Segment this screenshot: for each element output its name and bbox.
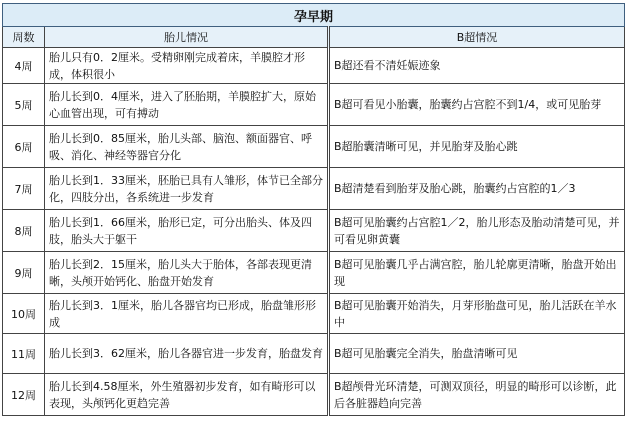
bscan-cell: B超颅骨光环清楚，可测双顶径，明显的畸形可以诊断，此后各脏器趋向完善 bbox=[329, 374, 625, 416]
table-row bbox=[3, 252, 625, 294]
bscan-cell: B超胎囊清晰可见，并见胎芽及胎心跳 bbox=[329, 126, 625, 168]
title-row bbox=[3, 4, 625, 27]
fetus-cell: 胎儿长到4.58厘米，外生殖器初步发育，如有畸形可以表现，头颅钙化更趋完善 bbox=[45, 374, 329, 416]
bscan-cell: B超还看不清妊娠迹象 bbox=[329, 48, 625, 84]
bscan-cell: B超可见胎囊几乎占满宫腔，胎儿轮廓更清晰，胎盘开始出现 bbox=[329, 252, 625, 294]
week-cell: 9周 bbox=[3, 252, 45, 294]
header-bscan: B超情况 bbox=[329, 27, 625, 48]
week-cell: 7周 bbox=[3, 168, 45, 210]
bscan-cell: B超清楚看到胎芽及胎心跳，胎囊约占宫腔的1／3 bbox=[329, 168, 625, 210]
bscan-cell: B超可见胎囊约占宫腔1／2，胎儿形态及胎动清楚可见，并可看见卵黄囊 bbox=[329, 210, 625, 252]
table-row bbox=[3, 84, 625, 126]
week-cell: 4周 bbox=[3, 48, 45, 84]
fetus-cell: 胎儿长到2．15厘米，胎儿头大于胎体，各部表现更清晰，头颅开始钙化、胎盘开始发育 bbox=[45, 252, 329, 294]
fetus-cell: 胎儿长到0．4厘米，进入了胚胎期，羊膜腔扩大，原始心血管出现，可有搏动 bbox=[45, 84, 329, 126]
bscan-cell: B超可见胎囊开始消失，月芽形胎盘可见，胎儿活跃在羊水中 bbox=[329, 294, 625, 334]
fetus-cell: 胎儿长到1．66厘米，胎形已定，可分出胎头、体及四肢，胎头大于躯干 bbox=[45, 210, 329, 252]
week-cell: 12周 bbox=[3, 374, 45, 416]
early-pregnancy-table bbox=[2, 3, 625, 416]
fetus-cell: 胎儿长到0．85厘米，胎儿头部、脑泡、额面器官、呼吸、消化、神经等器官分化 bbox=[45, 126, 329, 168]
header-week: 周数 bbox=[3, 27, 45, 48]
week-cell: 10周 bbox=[3, 294, 45, 334]
table-title: 孕早期 bbox=[3, 4, 625, 27]
fetus-cell: 胎儿长到3．62厘米，胎儿各器官进一步发育，胎盘发育 bbox=[45, 334, 329, 374]
fetus-cell: 胎儿长到3．1厘米，胎儿各器官均已形成，胎盘雏形形成 bbox=[45, 294, 329, 334]
week-cell: 11周 bbox=[3, 334, 45, 374]
table-row bbox=[3, 168, 625, 210]
header-row bbox=[3, 27, 625, 48]
table-row bbox=[3, 294, 625, 334]
bscan-cell: B超可见胎囊完全消失，胎盘清晰可见 bbox=[329, 334, 625, 374]
table-row bbox=[3, 334, 625, 374]
header-fetus: 胎儿情况 bbox=[45, 27, 329, 48]
fetus-cell: 胎儿长到1．33厘米，胚胎已具有人雏形，体节已全部分化，四肢分出，各系统进一步发育 bbox=[45, 168, 329, 210]
bscan-cell: B超可看见小胎囊，胎囊约占宫腔不到1/4，或可见胎芽 bbox=[329, 84, 625, 126]
table-row bbox=[3, 48, 625, 84]
table-row bbox=[3, 374, 625, 416]
fetus-cell: 胎儿只有0．2厘米。受精卵刚完成着床，羊膜腔才形成，体积很小 bbox=[45, 48, 329, 84]
week-cell: 6周 bbox=[3, 126, 45, 168]
table-row bbox=[3, 210, 625, 252]
week-cell: 8周 bbox=[3, 210, 45, 252]
week-cell: 5周 bbox=[3, 84, 45, 126]
table-row bbox=[3, 126, 625, 168]
